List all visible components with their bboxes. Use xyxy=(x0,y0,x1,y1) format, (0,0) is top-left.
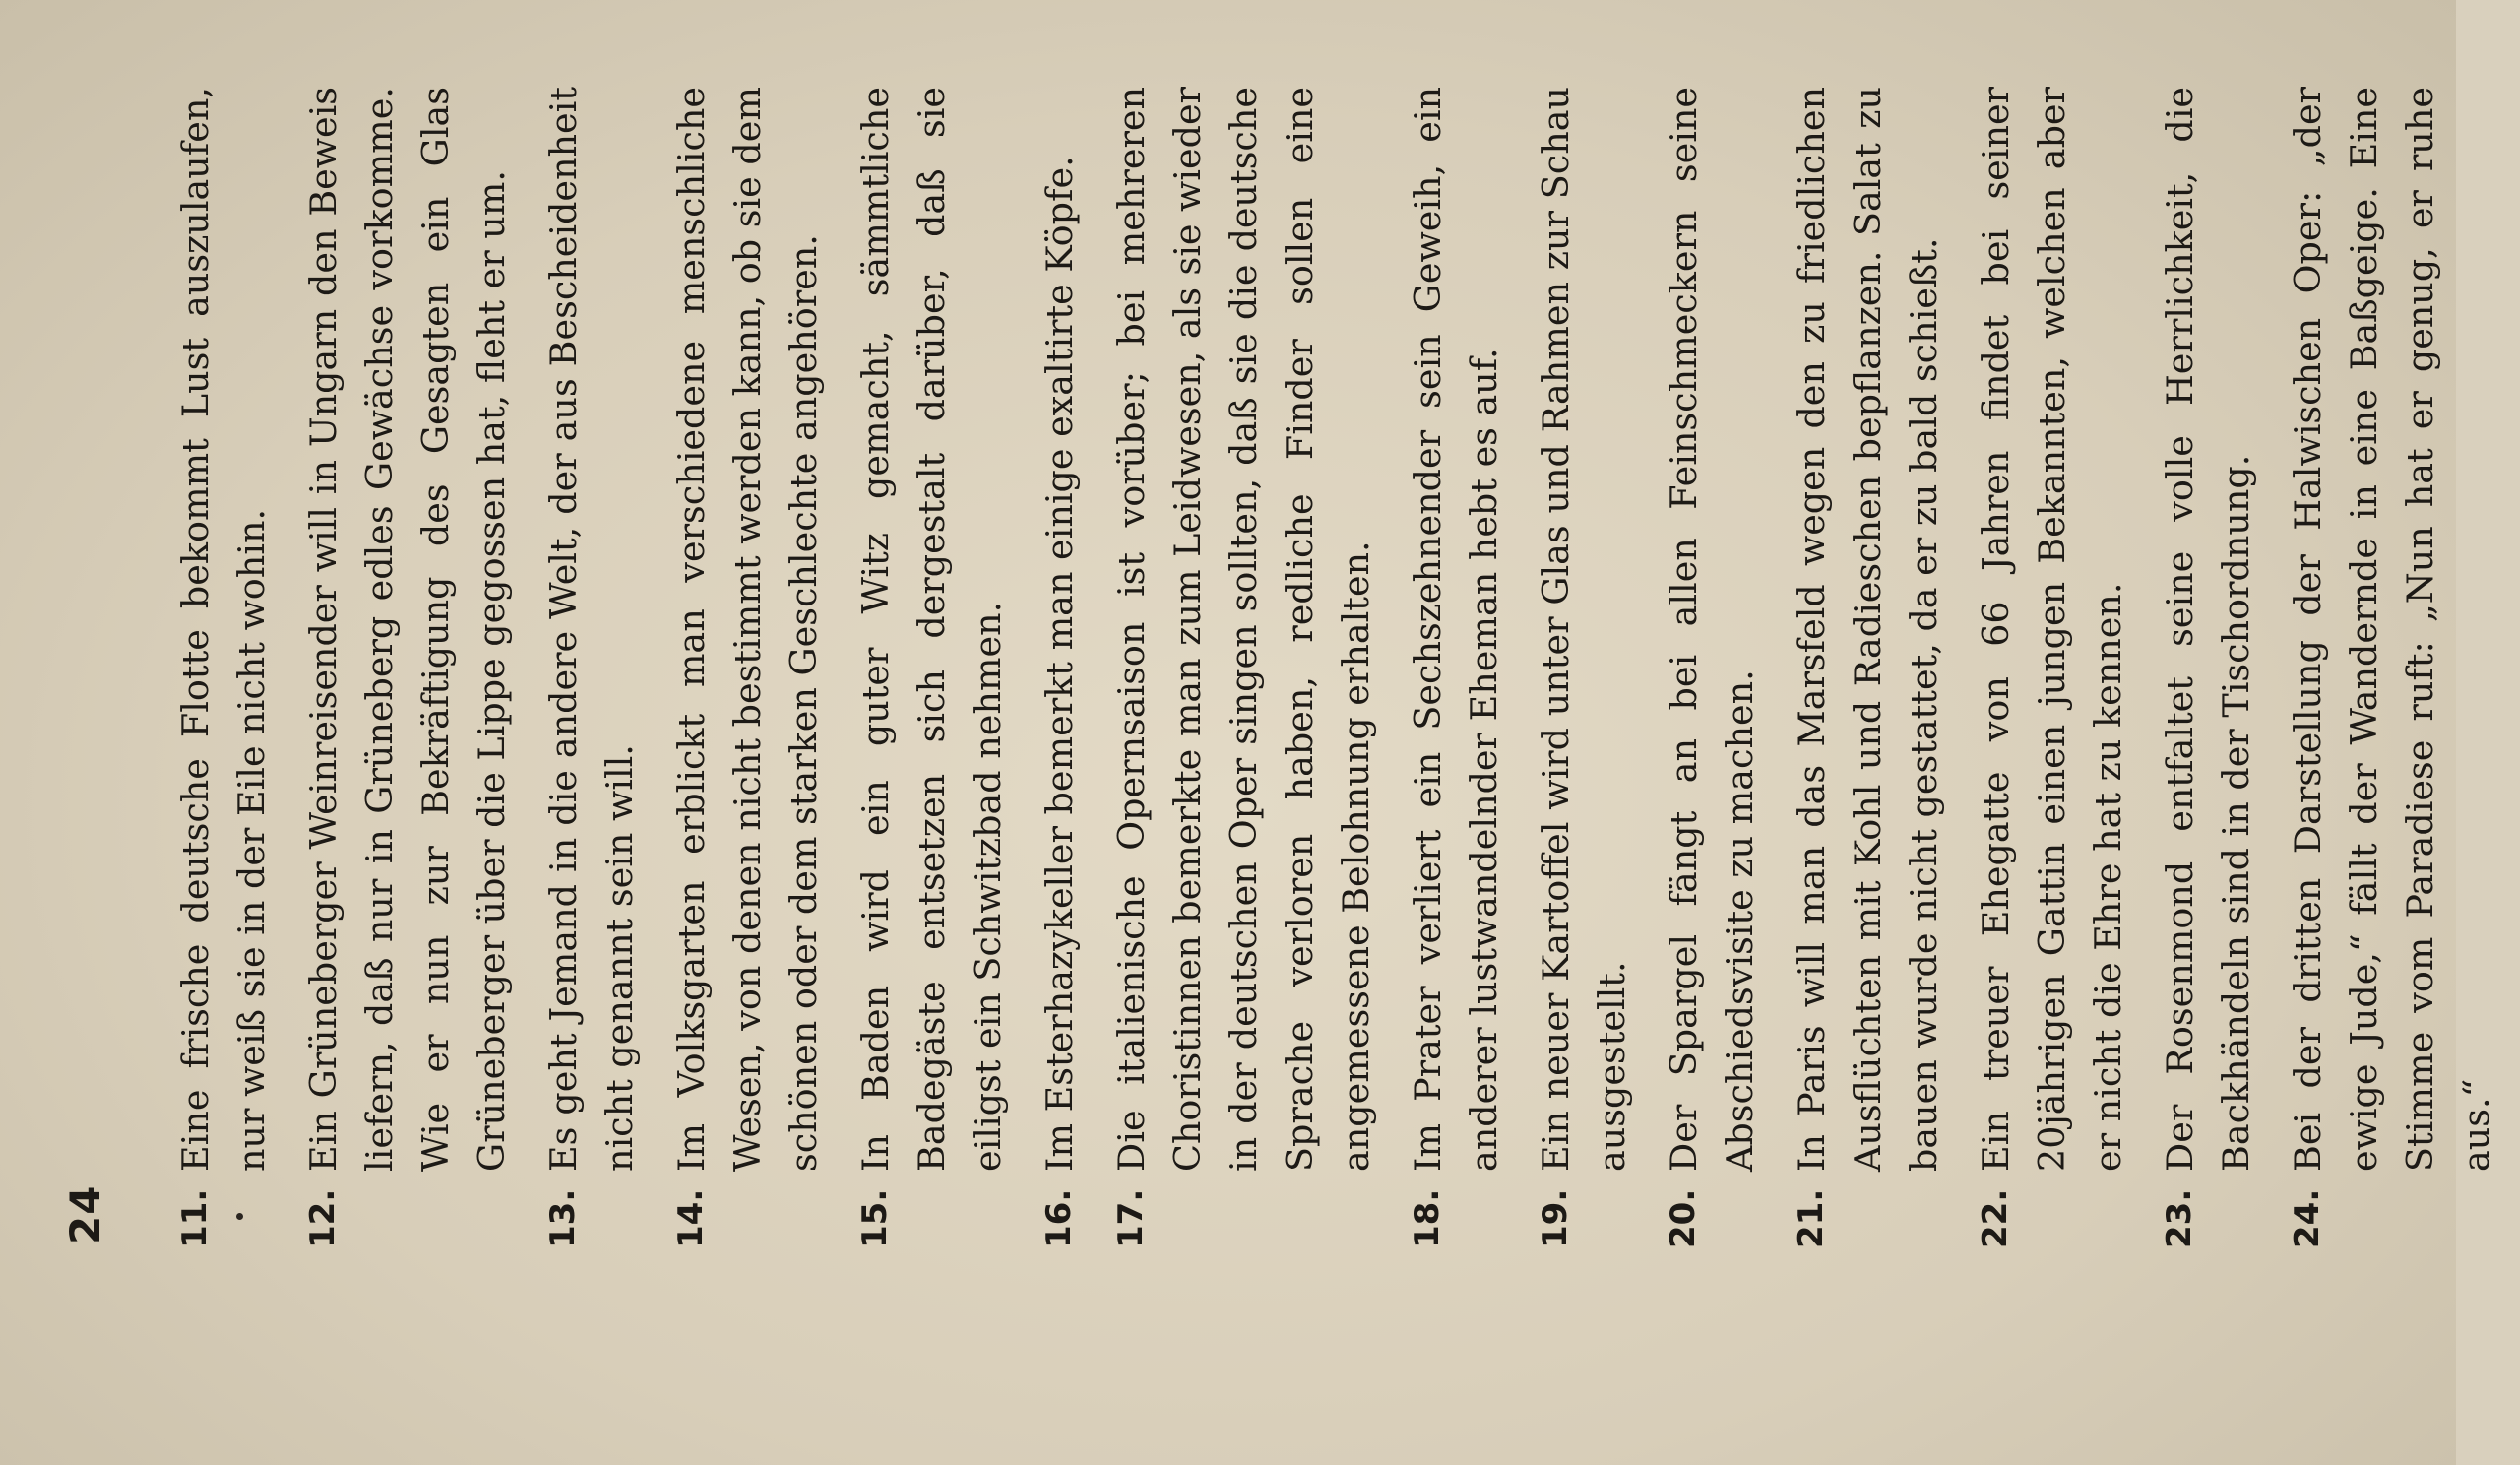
entry-item xyxy=(536,87,648,1248)
entry-text: Die italienische Opernsaison ist vorüber; bei mehreren Choristinnen bemerkte man zum Leidwesen, als sie wieder in der deutschen Oper singen sollten, daß sie die deutsche Sprache verloren haben, redliche Finder sollen eine angemessene Belohnung erhalten. xyxy=(1110,87,1377,1172)
entry-item xyxy=(1528,87,1640,1248)
entry-text: Ein Grüneberger Weinreisender will in Ungarn den Beweis liefern, daß nur in Grüneberg edles Gewächse vorkomme. Wie er nun zur Bekräftigung des Gesagten ein Glas Grüneberger über die Lippe gegossen hat, fleht er um. xyxy=(302,87,513,1172)
entry-text: Der Spargel fängt an bei allen Feinschmeckern seine Abschiedsvisite zu machen. xyxy=(1663,87,1761,1172)
entry-item xyxy=(1103,87,1384,1248)
entry-number: 17. xyxy=(1111,1188,1151,1248)
entry-number: 20. xyxy=(1664,1188,1703,1248)
entry-number: 21. xyxy=(1792,1188,1831,1248)
entry-number: 11. xyxy=(175,1188,215,1248)
entry-number: 23. xyxy=(2160,1188,2199,1248)
entry-text: Im Prater verliert ein Sechszehnender sein Geweih, ein anderer lustwandelnder Eheman hebt es auf. xyxy=(1407,87,1505,1172)
entry-text: In Baden wird ein guter Witz gemacht, sämmtliche Badegäste entsetzen sich dergestalt darüber, daß sie eiligst ein Schwitzbad nehmen. xyxy=(854,87,1009,1172)
entry-item xyxy=(1968,87,2136,1248)
entry-item xyxy=(2152,87,2264,1248)
numbered-entry-list xyxy=(167,87,2520,1248)
entry-number: 15. xyxy=(855,1188,895,1248)
entry-text: Es geht Jemand in die andere Welt, der aus Bescheidenheit nicht genannt sein will. xyxy=(542,87,641,1172)
entry-text: Im Esterhazykeller bemerkt man einige exaltirte Köpfe. xyxy=(1039,156,1081,1172)
entry-item xyxy=(1656,87,1768,1248)
entry-text: Ein treuer Ehegatte von 66 Jahren findet bei seiner 20jährigen Gattin einen jungen Bekannten, welchen aber er nicht die Ehre hat zu kennen. xyxy=(1975,87,2129,1172)
entry-number: 13. xyxy=(543,1188,583,1248)
entry-item xyxy=(663,87,832,1248)
entry-item xyxy=(2280,87,2504,1248)
entry-text: Eine frische deutsche Flotte bekommt Lust auszulaufen, nur weiß sie in der Eile nicht wohin. xyxy=(174,87,273,1172)
entry-text: Der Rosenmond entfaltet seine volle Herrlichkeit, die Backhändeln sind in der Tischordnung. xyxy=(2159,87,2257,1172)
entry-item xyxy=(295,87,520,1248)
entry-item xyxy=(167,87,280,1248)
page-number: 24 xyxy=(61,1184,109,1244)
entry-number: 16. xyxy=(1040,1188,1079,1248)
ink-speck xyxy=(236,1213,243,1220)
entry-item xyxy=(1784,87,1952,1248)
entry-number: 19. xyxy=(1536,1188,1575,1248)
entry-number: 22. xyxy=(1976,1188,2015,1248)
entry-text: Ein neuer Kartoffel wird unter Glas und Rahmen zur Schau ausgestellt. xyxy=(1535,87,1633,1172)
entry-text: In Paris will man das Marsfeld wegen den zu friedlichen Ausflüchten mit Kohl und Radieschen bepflanzen. Salat zu bauen wurde nicht gestattet, da er zu bald schießt. xyxy=(1791,87,1945,1172)
entry-number: 18. xyxy=(1408,1188,1447,1248)
entry-text: Bei der dritten Darstellung der Halwischen Oper: „der ewige Jude,“ fällt der Wandernde in eine Baßgeige. Eine Stimme vom Paradiese ruft: „Nun hat er genug, er ruhe aus.“ xyxy=(2287,87,2497,1172)
entry-item xyxy=(848,87,1016,1248)
entry-number: 14. xyxy=(671,1188,711,1248)
entry-text: Im Volksgarten erblickt man verschiedene menschliche Wesen, von denen nicht bestimmt werden kann, ob sie dem schönen oder dem starken Geschlechte angehören. xyxy=(670,87,825,1172)
entry-number: 24. xyxy=(2288,1188,2327,1248)
entry-item xyxy=(1400,87,1512,1248)
entry-item xyxy=(1032,87,1088,1248)
entry-number: 12. xyxy=(303,1188,343,1248)
